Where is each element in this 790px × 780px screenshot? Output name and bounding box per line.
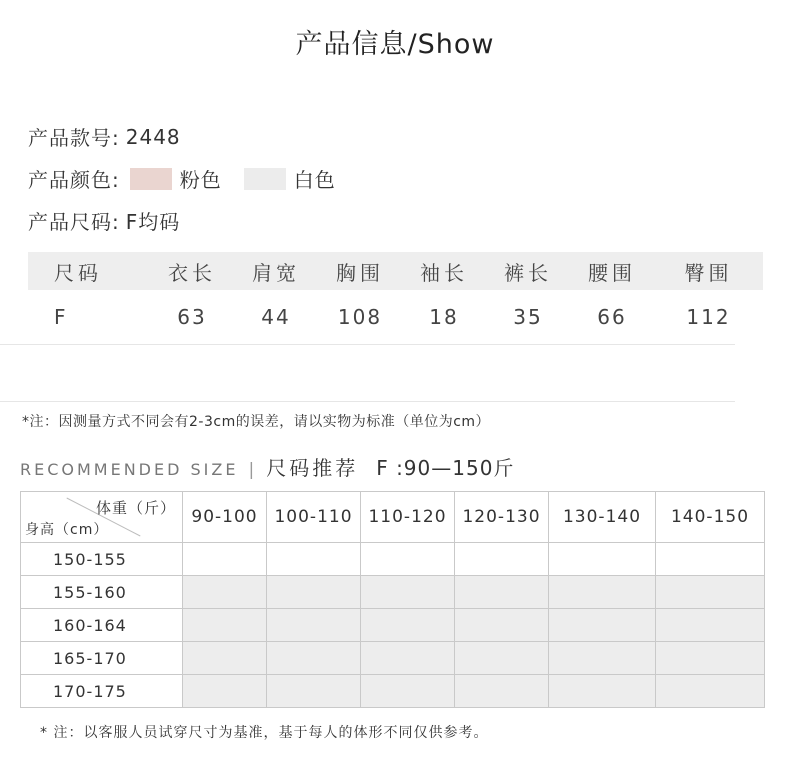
size-header-length: 衣长: [150, 252, 234, 290]
weight-header: 110-120: [361, 492, 455, 543]
corner-height-label: 身高（cm）: [25, 522, 109, 538]
grid-cell: [183, 675, 267, 708]
size-cell: 35: [513, 305, 543, 329]
weight-header: 130-140: [549, 492, 656, 543]
table-row: [21, 576, 765, 609]
size-header-bust: 胸围: [318, 252, 402, 290]
recommend-heading: [20, 452, 514, 481]
product-size-label: 产品尺码:: [28, 210, 120, 234]
grid-cell: [549, 609, 656, 642]
grid-cell: [267, 609, 361, 642]
grid-cell: [455, 543, 549, 576]
corner-weight-label: 体重（斤）: [95, 499, 176, 517]
measure-note: *注：因测量方式不同会有2-3cm的误差，请以实物为标准（单位为cm）: [22, 414, 491, 430]
weight-header: 100-110: [267, 492, 361, 543]
grid-cell: [656, 642, 765, 675]
recommend-range: F :90—150斤: [376, 456, 515, 480]
grid-cell: [183, 642, 267, 675]
weight-header: 120-130: [455, 492, 549, 543]
table-row: [21, 543, 765, 576]
table-row: [28, 290, 763, 344]
color-swatch-pink: [130, 168, 172, 190]
grid-cell: [267, 642, 361, 675]
recommend-separator: |: [248, 460, 257, 480]
size-header-hip: 臀围: [654, 252, 763, 290]
product-color-row: [28, 164, 354, 193]
product-model-label: 产品款号:: [28, 126, 120, 150]
size-cell: 63: [177, 305, 207, 329]
product-color-label: 产品颜色:: [28, 168, 120, 192]
grid-cell: [455, 576, 549, 609]
grid-cell: [455, 609, 549, 642]
recommend-corner-cell: [21, 492, 183, 543]
grid-cell: [549, 576, 656, 609]
size-cell: 44: [261, 305, 291, 329]
color-swatch-white: [244, 168, 286, 190]
height-label: 155-160: [21, 576, 183, 609]
height-label: 150-155: [21, 543, 183, 576]
grid-cell: [361, 675, 455, 708]
grid-cell: [455, 675, 549, 708]
grid-cell: [361, 543, 455, 576]
weight-header: 90-100: [183, 492, 267, 543]
height-label: 160-164: [21, 609, 183, 642]
grid-cell: [361, 609, 455, 642]
color-name-pink: 粉色: [179, 168, 222, 192]
divider: [0, 401, 735, 402]
grid-cell: [656, 576, 765, 609]
grid-cell: [361, 576, 455, 609]
weight-header: 140-150: [656, 492, 765, 543]
table-row: [21, 609, 765, 642]
height-label: 165-170: [21, 642, 183, 675]
recommend-title-en: RECOMMENDED SIZE: [20, 460, 239, 479]
grid-cell: [267, 675, 361, 708]
divider: [0, 344, 735, 345]
size-cell: 108: [337, 305, 383, 329]
size-header-pants-length: 裤长: [486, 252, 570, 290]
size-table-header: [28, 252, 763, 290]
size-header-shoulder: 肩宽: [234, 252, 318, 290]
grid-cell: [656, 543, 765, 576]
grid-cell: [267, 576, 361, 609]
color-name-white: 白色: [293, 168, 336, 192]
grid-cell: [183, 609, 267, 642]
recommend-table: [20, 491, 765, 708]
grid-cell: [183, 543, 267, 576]
fit-note: * 注：以客服人员试穿尺寸为基准，基于每人的体形不同仅供参考。: [40, 725, 489, 741]
table-row: [21, 675, 765, 708]
size-header-size: 尺码: [28, 252, 150, 290]
size-table: [28, 252, 763, 344]
grid-cell: [656, 675, 765, 708]
size-cell: 66: [597, 305, 627, 329]
grid-cell: [361, 642, 455, 675]
size-header-sleeve: 袖长: [402, 252, 486, 290]
grid-cell: [267, 543, 361, 576]
size-cell: 112: [686, 305, 731, 329]
table-row: [21, 642, 765, 675]
grid-cell: [656, 609, 765, 642]
grid-cell: [549, 675, 656, 708]
grid-cell: [183, 576, 267, 609]
product-model-row: [28, 122, 181, 151]
product-model-value: 2448: [125, 124, 181, 149]
grid-cell: [455, 642, 549, 675]
product-size-row: [28, 206, 180, 235]
grid-cell: [549, 642, 656, 675]
product-size-value: F均码: [125, 210, 181, 234]
size-cell: F: [54, 305, 68, 329]
height-label: 170-175: [21, 675, 183, 708]
page-title: 产品信息/Show: [295, 29, 495, 60]
size-cell: 18: [429, 305, 459, 329]
grid-cell: [549, 543, 656, 576]
recommend-header-row: [21, 492, 765, 543]
size-header-waist: 腰围: [570, 252, 654, 290]
recommend-title-cn: 尺码推荐: [266, 456, 359, 480]
